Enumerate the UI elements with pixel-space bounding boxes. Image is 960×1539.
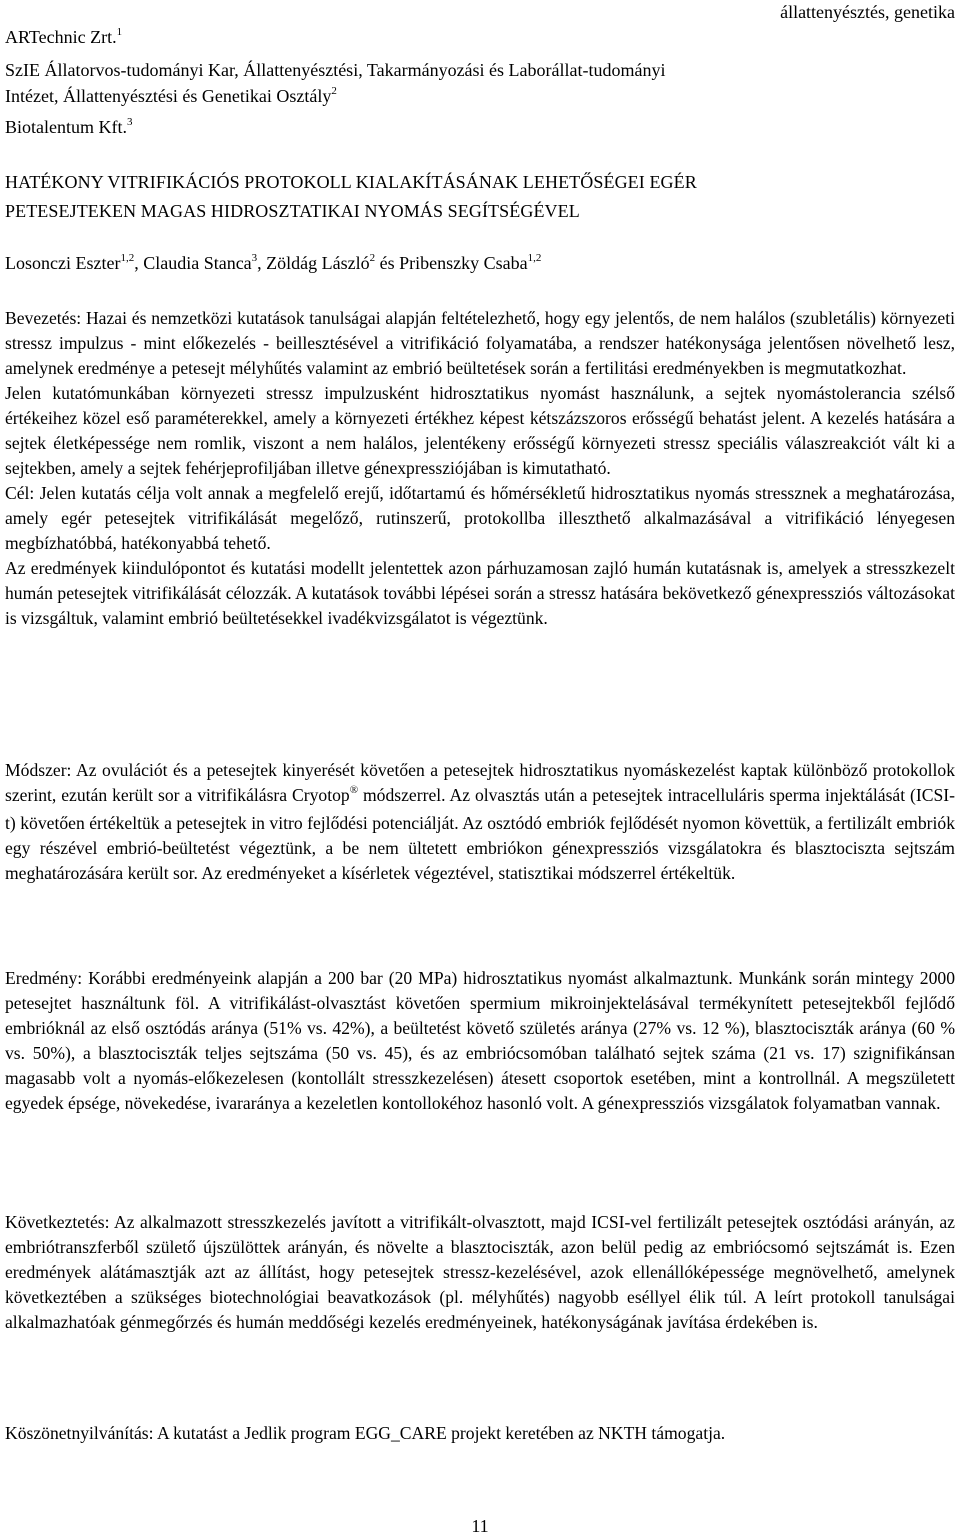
author-mark: 2 bbox=[369, 252, 376, 264]
section-results bbox=[5, 966, 955, 1116]
section-methods bbox=[5, 758, 955, 886]
registered-mark: ® bbox=[349, 784, 359, 796]
author-mark: 1,2 bbox=[120, 252, 135, 264]
affiliation-2 bbox=[5, 57, 955, 83]
author-list bbox=[5, 250, 541, 279]
acknowledgement-paragraph: Köszönetnyilvánítás: A kutatást a Jedlik program EGG_CARE projekt keretében az NKTH támogatja. bbox=[5, 1423, 726, 1443]
affiliation-mark: 2 bbox=[331, 85, 337, 97]
conclusion-paragraph: Következtetés: Az alkalmazott stresszkezelés javított a vitrifikált-olvasztott, majd ICSI-vel fertilizált petesejtek osztódási arányán, az embriótranszferből születő újszülöttek arányán, és növelte a blasztociszták, azon belül pedig az embriócsomó sejtszámát is. Ezen eredmények alátámasztják azt az állítást, hogy petesejtek stressz-kezelésével, azok ellenállóképessége megnövelhető, amelynek következtében a szükséges biotechnológiai beavatkozások (pl. mélyhűtés) nagyobb eséllyel élik túl. A leírt protokoll tanulságai alkalmazhatóak génmegőrzés és humán meddőségi kezelés eredményeinek, hatékonyságának javítása érdekében is. bbox=[5, 1212, 955, 1332]
section-conclusion bbox=[5, 1210, 955, 1335]
affiliation-name: SzIE Állatorvos-tudományi Kar, Állattenyésztési, Takarmányozási és Laborállat-tudományi bbox=[5, 60, 666, 80]
section-acknowledgement bbox=[5, 1421, 955, 1446]
title-line-1: HATÉKONY VITRIFIKÁCIÓS PROTOKOLL KIALAKÍTÁSÁNAK LEHETŐSÉGEI EGÉR bbox=[5, 172, 697, 192]
author-name: Claudia Stanca bbox=[143, 253, 252, 273]
results-paragraph: Eredmény: Korábbi eredményeink alapján a 200 bar (20 MPa) hidrosztatikus nyomást alkalmaztunk. Munkánk során mintegy 2000 petesejtet használtunk föl. A vitrifikálást-olvasztást követően spermium mikroinjektelásával termékynített petesejtekből fejlődő embrióknál az első osztódás aránya (51% vs. 42%), a beültetést követő születés aránya (27% vs. 12 %), blasztociszták aránya (60 % vs. 50%), a blasztociszták teljes sejtszáma (50 vs. 45), és az embriócsomóban található sejtek száma (21 vs. 17) szignifikánsan magasabb volt a nyomás-előkezelesen (kontollált stresszkezelésen) átesett csoportok esetében, mint a kontrollnál. A megszületett egyedek épsége, növekedése, ivararánya a kezeletlen kontollokéhoz hasonló volt. A génexpressziós vizsgálatok folyamatban vannak. bbox=[5, 968, 955, 1113]
paper-title bbox=[5, 168, 955, 226]
affiliation-1 bbox=[5, 24, 955, 53]
methods-text-after: módszerrel. Az olvasztás után a petesejtek intracelluláris sperma injektálását (ICSI-t) követően értékeltük a petesejtek in vitro fejlődési potenciálját. Az osztódó embriók fejlődését nyomon követtük, a fertilizált embriók egy részével embrió-beültetést végeztünk, a be nem ültetett embriókon génexpressziós vizsgálatokra és blasztociszta sejtszám meghatározására került sor. Az eredményeket a kísérletek végeztével, statisztikai módszerrel értékeltük. bbox=[5, 785, 955, 883]
title-line-2: PETESEJTEKEN MAGAS HIDROSZTATIKAI NYOMÁS SEGÍTSÉGÉVEL bbox=[5, 201, 580, 221]
affiliation-name: Intézet, Állattenyésztési és Genetikai Osztály bbox=[5, 86, 332, 106]
section-introduction bbox=[5, 306, 955, 631]
affiliation-mark: 3 bbox=[126, 116, 133, 128]
aim-paragraph-2: Az eredmények kiindulópontot és kutatási modellt jelentettek azon párhuzamosan zajló humán kutatásnak is, amelyek a stresszkezelt humán petesejtek vitrifikálását célozzák. A kutatások további lépései során a stressz hatására bekövetkező génexpressziós változásokat is vizsgáltuk, valamint embrió beültetésekkel ivadékvizsgálatot is végeztünk. bbox=[5, 558, 955, 628]
affiliation-mark: 1 bbox=[116, 26, 123, 38]
author-separator: és bbox=[375, 253, 400, 273]
affiliation-2b bbox=[5, 83, 955, 112]
page-number: 11 bbox=[471, 1516, 489, 1536]
author-separator: , bbox=[134, 253, 144, 273]
affiliation-name: Biotalentum Kft. bbox=[5, 117, 127, 137]
author-mark: 1,2 bbox=[527, 252, 542, 264]
affiliation-3 bbox=[5, 114, 955, 143]
author-separator: , bbox=[257, 253, 267, 273]
author-mark: 3 bbox=[251, 252, 258, 264]
author-name: Pribenszky Csaba bbox=[399, 253, 528, 273]
author-name: Zöldág László bbox=[266, 253, 370, 273]
aim-paragraph-1: Cél: Jelen kutatás célja volt annak a megfelelő erejű, időtartamú és hőmérsékletű hidrosztatikus nyomás stressznek a meghatározása, amely egér petesejtek vitrifikálását megelőző, rutinszerű, protokollba illeszthető alkalmazásával a vitrifikáció lényegesen megbízhatóbbá, hatékonyabbá tehető. bbox=[5, 483, 955, 553]
introduction-paragraph-1: Bevezetés: Hazai és nemzetközi kutatások tanulságai alapján feltételezhető, hogy egy jelentős, de nem halálos (szubletális) környezeti stressz impulzus - mint előkezelés - beillesztésével a vitrifikáció folyamatába, a rendszer hatékonysága jelentősen növelhető lesz, amelynek eredménye a petesejt mélyhűtés valamint az embrió beültetések során a fertilitási eredményekben is megmutatkozhat. bbox=[5, 308, 955, 378]
methods-text-before: Módszer: Az ovulációt és a petesejtek kinyerését követően a petesejtek hidrosztatikus nyomáskezelést kaptak különböző protokollok szerint, ezután került sor a vitrifikálásra Cryotop bbox=[5, 760, 955, 805]
author-name: Losonczi Eszter bbox=[5, 253, 121, 273]
topic-header: állattenyésztés, genetika bbox=[780, 2, 955, 22]
methods-paragraph bbox=[5, 758, 955, 886]
introduction-paragraph-2: Jelen kutatómunkában környezeti stressz impulzusként hidrosztatikus nyomást használunk, a sejtek nyomástolerancia szélső értékeihez közel eső paraméterekkel, amely a környezeti értékhez képest kétszázszoros erősségű behatást jelent. A kezelés hatására a sejtek életképessége nem romlik, viszont a nem halálos, jelentékeny erősségű környezeti stressz speciális válaszreakciót vált ki a sejtekben, amely a sejtek fehérjeprofiljában illetve génexpressziójában is kimutatható. bbox=[5, 383, 955, 478]
affiliation-name: ARTechnic Zrt. bbox=[5, 27, 117, 47]
